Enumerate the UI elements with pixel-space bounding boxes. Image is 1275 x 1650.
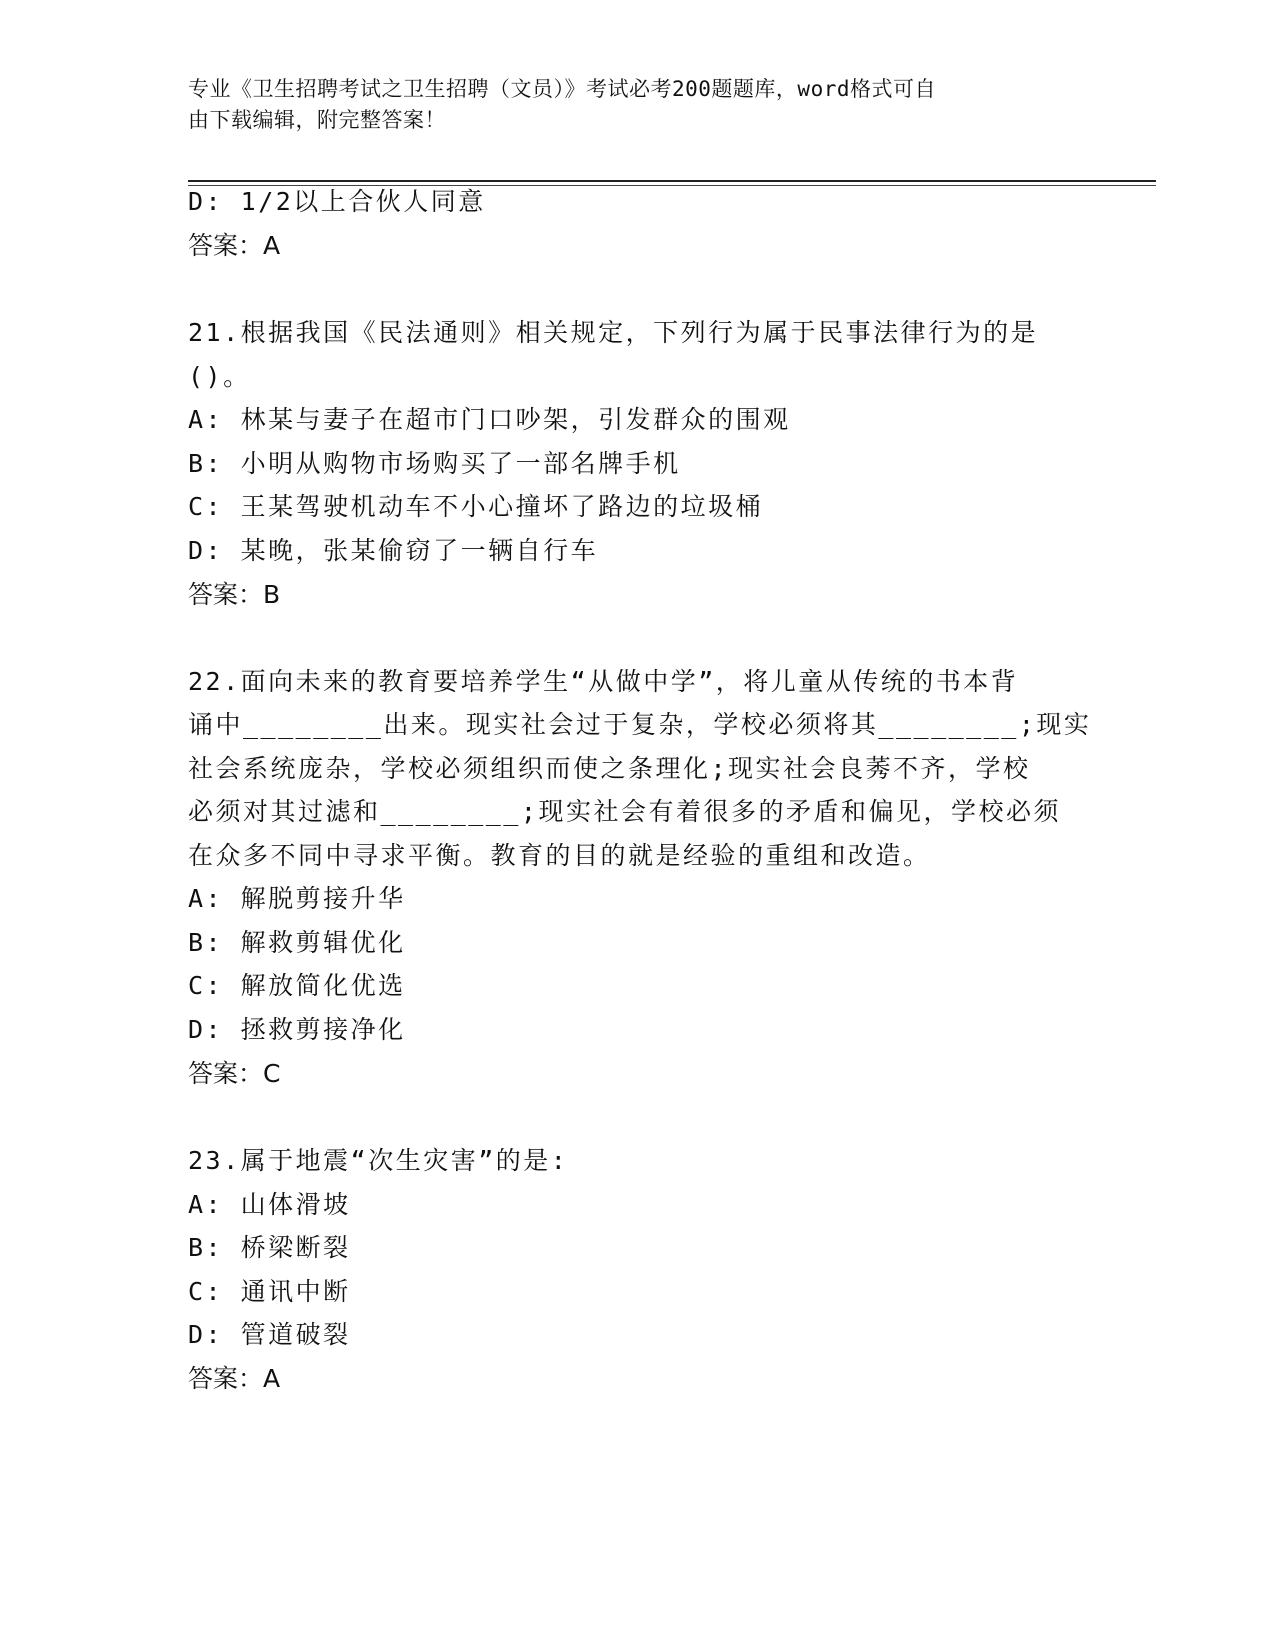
- q22-option-b: B: 解救剪辑优化: [188, 928, 406, 957]
- prev-option-d: D: 1/2以上合伙人同意: [188, 187, 486, 216]
- q23-option-a: A: 山体滑坡: [188, 1190, 351, 1219]
- document-header: [188, 74, 1068, 136]
- q22-option-c: C: 解放简化优选: [188, 971, 406, 1000]
- q23-stem: 23.属于地震“次生灾害”的是:: [188, 1146, 569, 1175]
- q23-option-d: D: 管道破裂: [188, 1320, 351, 1349]
- header-line-2: 由下载编辑，附完整答案！: [188, 108, 446, 132]
- q21-option-b: B: 小明从购物市场购买了一部名牌手机: [188, 449, 681, 478]
- q21-option-c: C: 王某驾驶机动车不小心撞坏了路边的垃圾桶: [188, 492, 764, 521]
- q22-option-a: A: 解脱剪接升华: [188, 884, 406, 913]
- q21-option-a: A: 林某与妻子在超市门口吵架，引发群众的围观: [188, 405, 791, 434]
- q22-stem-line-2: 诵中________出来。现实社会过于复杂，学校必须将其________;现实: [188, 710, 1092, 739]
- prev-answer: 答案：A: [188, 231, 281, 260]
- header-line-1: 专业《卫生招聘考试之卫生招聘（文员）》考试必考200题题库，word格式可自: [188, 77, 936, 101]
- q22-stem-line-4: 必须对其过滤和________;现实社会有着很多的矛盾和偏见，学校必须: [188, 797, 1061, 826]
- q21-stem-line-2: ()。: [188, 362, 251, 391]
- q22-stem-line-5: 在众多不同中寻求平衡。教育的目的就是经验的重组和改造。: [188, 841, 931, 870]
- q23-option-b: B: 桥梁断裂: [188, 1233, 351, 1262]
- q22-stem-line-3: 社会系统庞杂，学校必须组织而使之条理化;现实社会良莠不齐，学校: [188, 754, 1031, 783]
- header-divider-thick: [188, 180, 1156, 182]
- q22-answer: 答案：C: [188, 1059, 281, 1088]
- q22-stem-line-1: 22.面向未来的教育要培养学生“从做中学”，将儿童从传统的书本背: [188, 667, 1019, 696]
- q23-option-c: C: 通讯中断: [188, 1277, 351, 1306]
- q23-answer: 答案：A: [188, 1364, 281, 1393]
- q21-answer: 答案：B: [188, 580, 281, 609]
- q21-stem-line-1: 21.根据我国《民法通则》相关规定，下列行为属于民事法律行为的是: [188, 318, 1039, 347]
- q21-option-d: D: 某晚，张某偷窃了一辆自行车: [188, 536, 599, 565]
- q22-option-d: D: 拯救剪接净化: [188, 1015, 406, 1044]
